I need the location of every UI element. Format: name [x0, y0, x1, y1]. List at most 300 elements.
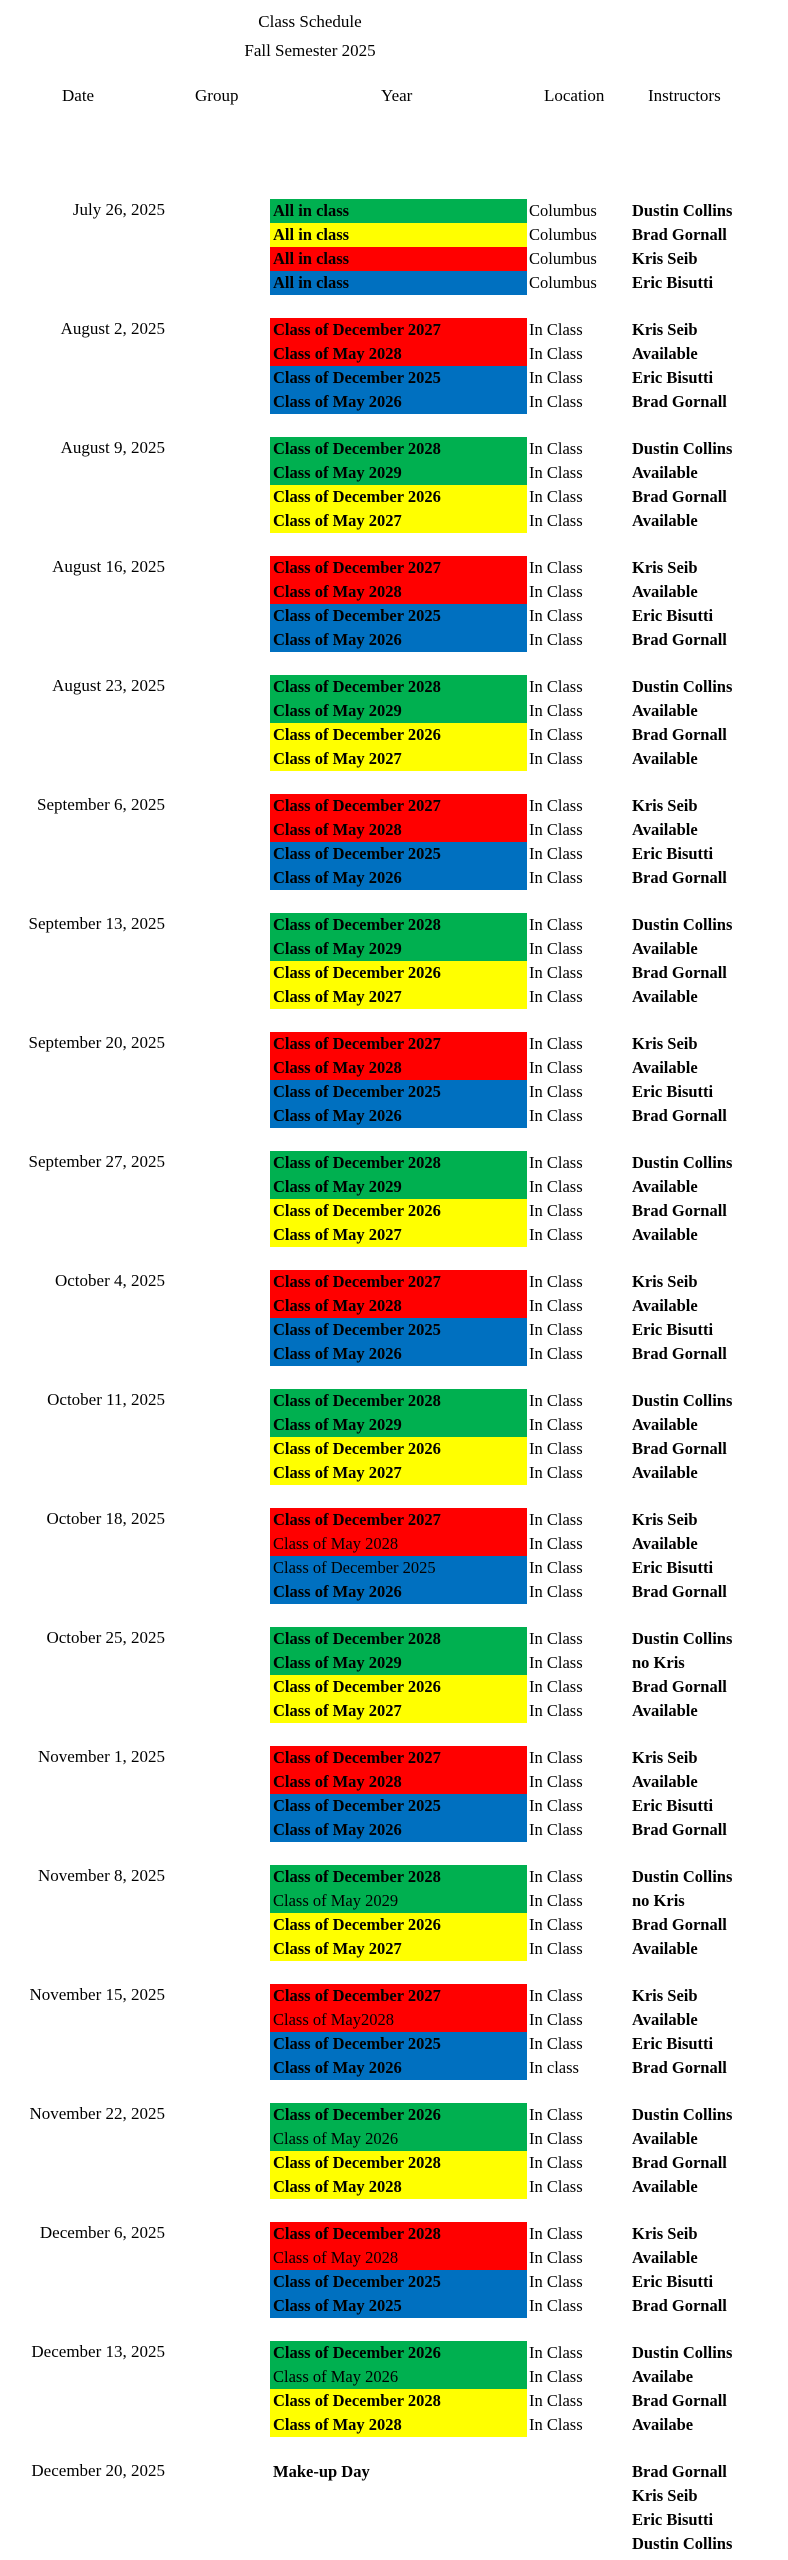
instructor-cell: Available: [632, 820, 698, 839]
location-cell: In Class: [529, 2367, 583, 2386]
location-cell: In Class: [529, 1415, 583, 1434]
schedule-row: [0, 390, 788, 414]
instructor-cell: Eric Bisutti: [632, 1082, 714, 1101]
location-cell: In Class: [529, 1534, 583, 1553]
instructor-cell: Eric Bisutti: [632, 2510, 714, 2529]
location-cell: In Class: [529, 2391, 583, 2410]
instructor-cell: Available: [632, 1463, 698, 1482]
instructor-cell: Dustin Collins: [632, 1629, 733, 1648]
location-cell: In Class: [529, 511, 583, 530]
instructor-cell: Kris Seib: [632, 320, 698, 339]
schedule-row: [0, 913, 788, 937]
block-date: October 11, 2025: [47, 1390, 165, 1409]
instructor-cell: Kris Seib: [632, 2224, 698, 2243]
location-cell: In Class: [529, 487, 583, 506]
instructor-cell: Brad Gornall: [632, 1915, 727, 1934]
year-cell: Class of December 2027: [270, 1746, 527, 1770]
instructor-cell: Dustin Collins: [632, 439, 733, 458]
location-cell: In Class: [529, 1320, 583, 1339]
location-cell: In Class: [529, 368, 583, 387]
instructor-cell: Dustin Collins: [632, 1153, 733, 1172]
location-cell: In Class: [529, 1225, 583, 1244]
year-cell: Class of December 2028: [270, 913, 527, 937]
instructor-cell: Brad Gornall: [632, 1677, 727, 1696]
instructor-cell: Available: [632, 749, 698, 768]
location-cell: In Class: [529, 2415, 583, 2434]
instructor-cell: Dustin Collins: [632, 2534, 733, 2553]
instructor-cell: Brad Gornall: [632, 2296, 727, 2315]
schedule-row: [0, 556, 788, 580]
location-cell: In Class: [529, 1463, 583, 1482]
schedule-block: [0, 1151, 788, 1247]
schedule-row: [0, 342, 788, 366]
schedule-block: [0, 675, 788, 771]
schedule-block: [0, 2341, 788, 2437]
year-cell: Class of May 2025: [270, 2294, 527, 2318]
schedule-row: [0, 1318, 788, 1342]
year-cell: Class of May 2026: [270, 2127, 527, 2151]
location-cell: In Class: [529, 1106, 583, 1125]
year-cell: Class of May 2027: [270, 985, 527, 1009]
location-cell: In Class: [529, 1344, 583, 1363]
location-cell: In Class: [529, 868, 583, 887]
schedule-row: [0, 1746, 788, 1770]
year-cell: Class of December 2028: [270, 1389, 527, 1413]
location-cell: In Class: [529, 1153, 583, 1172]
schedule-row: [0, 1389, 788, 1413]
schedule-block: [0, 1746, 788, 1842]
header-date: Date: [62, 86, 95, 105]
schedule-row: [0, 1580, 788, 1604]
instructor-cell: Dustin Collins: [632, 1391, 733, 1410]
year-cell: Class of December 2028: [270, 675, 527, 699]
instructor-cell: Brad Gornall: [632, 225, 727, 244]
schedule-row: [0, 509, 788, 533]
schedule-row: [0, 2056, 788, 2080]
schedule-row: [0, 580, 788, 604]
schedule-row: [0, 2508, 788, 2532]
instructor-cell: Available: [632, 1534, 698, 1553]
schedule-row: [0, 2103, 788, 2127]
year-cell: All in class: [270, 271, 527, 295]
schedule-row: [0, 1056, 788, 1080]
location-cell: In Class: [529, 1082, 583, 1101]
year-cell: Class of May 2026: [270, 1104, 527, 1128]
instructor-cell: Eric Bisutti: [632, 2272, 714, 2291]
year-cell: Class of May 2028: [270, 818, 527, 842]
schedule-row: [0, 366, 788, 390]
instructor-cell: Brad Gornall: [632, 2058, 727, 2077]
location-cell: In Class: [529, 1391, 583, 1410]
header-location: Location: [544, 86, 605, 105]
schedule-row: [0, 1461, 788, 1485]
year-cell: Class of May 2027: [270, 509, 527, 533]
year-cell: Class of May 2029: [270, 699, 527, 723]
year-cell: Class of May 2029: [270, 1651, 527, 1675]
instructor-cell: Brad Gornall: [632, 2153, 727, 2172]
instructor-cell: no Kris: [632, 1891, 685, 1910]
header-instructors: Instructors: [648, 86, 721, 105]
location-cell: In Class: [529, 2272, 583, 2291]
page-subtitle: Fall Semester 2025: [244, 41, 376, 60]
instructor-cell: Brad Gornall: [632, 2462, 727, 2481]
block-date: August 23, 2025: [52, 676, 165, 695]
instructor-cell: Eric Bisutti: [632, 1558, 714, 1577]
location-cell: Columbus: [529, 273, 597, 292]
schedule-block: [0, 318, 788, 414]
schedule-block: [0, 1627, 788, 1723]
year-cell: Class of May 2026: [270, 1818, 527, 1842]
schedule-row: [0, 1794, 788, 1818]
block-date: September 27, 2025: [28, 1152, 165, 1171]
schedule-row: [0, 747, 788, 771]
year-cell: Class of December 2026: [270, 723, 527, 747]
instructor-cell: Availabe: [632, 2415, 694, 2434]
location-cell: In Class: [529, 725, 583, 744]
schedule-row: [0, 699, 788, 723]
year-cell: [270, 2508, 527, 2532]
schedule-block: [0, 1032, 788, 1128]
year-cell: Class of December 2027: [270, 318, 527, 342]
schedule-row: [0, 604, 788, 628]
instructor-cell: Eric Bisutti: [632, 844, 714, 863]
instructor-cell: Brad Gornall: [632, 868, 727, 887]
schedule-row: [0, 1175, 788, 1199]
schedule-row: [0, 1032, 788, 1056]
schedule-row: [0, 2294, 788, 2318]
instructor-cell: Kris Seib: [632, 1034, 698, 1053]
instructor-cell: Kris Seib: [632, 1510, 698, 1529]
schedule-row: [0, 2032, 788, 2056]
location-cell: In Class: [529, 2105, 583, 2124]
block-date: August 2, 2025: [60, 319, 165, 338]
page-title: Class Schedule: [258, 12, 362, 31]
year-cell: Class of May 2026: [270, 390, 527, 414]
instructor-cell: Brad Gornall: [632, 1106, 727, 1125]
instructor-cell: Available: [632, 344, 698, 363]
schedule-block: [0, 913, 788, 1009]
year-cell: Class of December 2025: [270, 1080, 527, 1104]
year-cell: Class of May 2029: [270, 937, 527, 961]
schedule-row: [0, 318, 788, 342]
schedule-row: [0, 271, 788, 295]
location-cell: In Class: [529, 439, 583, 458]
header-year: Year: [381, 86, 413, 105]
schedule-row: [0, 2127, 788, 2151]
location-cell: In Class: [529, 344, 583, 363]
year-cell: Class of May 2029: [270, 461, 527, 485]
instructor-cell: Available: [632, 2010, 698, 2029]
location-cell: In Class: [529, 939, 583, 958]
location-cell: In Class: [529, 677, 583, 696]
instructor-cell: Brad Gornall: [632, 630, 727, 649]
instructor-cell: Availabe: [632, 2367, 694, 2386]
year-cell: Make-up Day: [273, 2462, 370, 2481]
year-cell: Class of May 2028: [270, 1770, 527, 1794]
schedule-row: [0, 937, 788, 961]
schedule-row: [0, 1675, 788, 1699]
block-date: August 16, 2025: [52, 557, 165, 576]
year-cell: Class of May 2026: [270, 2056, 527, 2080]
year-cell: Class of December 2027: [270, 1270, 527, 1294]
year-cell: Class of December 2025: [270, 1794, 527, 1818]
schedule-row: [0, 2008, 788, 2032]
schedule-row: [0, 675, 788, 699]
location-cell: In Class: [529, 1510, 583, 1529]
location-cell: In Class: [529, 1558, 583, 1577]
location-cell: In Class: [529, 320, 583, 339]
year-cell: Class of December 2025: [270, 1556, 527, 1580]
location-cell: In Class: [529, 558, 583, 577]
location-cell: In Class: [529, 1986, 583, 2005]
instructor-cell: Available: [632, 1296, 698, 1315]
instructor-cell: no Kris: [632, 1653, 685, 1672]
block-date: December 6, 2025: [39, 2223, 165, 2242]
year-cell: All in class: [270, 223, 527, 247]
instructor-cell: Available: [632, 2129, 698, 2148]
location-cell: In Class: [529, 1748, 583, 1767]
year-cell: Class of May2028: [270, 2008, 527, 2032]
schedule-row: [0, 794, 788, 818]
schedule-row: [0, 1532, 788, 1556]
instructor-cell: Available: [632, 2177, 698, 2196]
instructor-cell: Available: [632, 2248, 698, 2267]
year-cell: [270, 2484, 527, 2508]
block-date: September 13, 2025: [28, 914, 165, 933]
schedule-row: [0, 1437, 788, 1461]
schedule-row: [0, 2270, 788, 2294]
instructor-cell: Brad Gornall: [632, 2391, 727, 2410]
location-cell: In Class: [529, 2177, 583, 2196]
schedule-row: [0, 2389, 788, 2413]
block-date: November 22, 2025: [29, 2104, 165, 2123]
year-cell: Class of December 2025: [270, 2270, 527, 2294]
block-date: September 20, 2025: [28, 1033, 165, 1052]
location-cell: In Class: [529, 1701, 583, 1720]
instructor-cell: Dustin Collins: [632, 2343, 733, 2362]
instructor-cell: Available: [632, 1415, 698, 1434]
instructor-cell: Available: [632, 463, 698, 482]
block-date: November 1, 2025: [37, 1747, 165, 1766]
header-group: Group: [195, 86, 239, 105]
year-cell: Class of May 2027: [270, 1223, 527, 1247]
instructor-cell: Eric Bisutti: [632, 606, 714, 625]
schedule-block: [0, 2103, 788, 2199]
instructor-cell: Available: [632, 511, 698, 530]
instructor-cell: Eric Bisutti: [632, 273, 714, 292]
year-cell: Class of December 2028: [270, 437, 527, 461]
instructor-cell: Brad Gornall: [632, 1344, 727, 1363]
instructor-cell: Dustin Collins: [632, 677, 733, 696]
location-cell: In Class: [529, 1177, 583, 1196]
year-cell: Class of December 2028: [270, 1865, 527, 1889]
year-cell: Class of May 2029: [270, 1413, 527, 1437]
year-cell: Class of December 2028: [270, 1627, 527, 1651]
instructor-cell: Kris Seib: [632, 558, 698, 577]
schedule-block: [0, 2460, 788, 2556]
location-cell: In Class: [529, 844, 583, 863]
schedule-row: [0, 199, 788, 223]
location-cell: In Class: [529, 606, 583, 625]
schedule-block: [0, 1865, 788, 1961]
schedule-row: [0, 1865, 788, 1889]
schedule-row: [0, 1937, 788, 1961]
year-cell: Class of May 2027: [270, 747, 527, 771]
location-cell: In Class: [529, 392, 583, 411]
block-date: August 9, 2025: [60, 438, 165, 457]
year-cell: Class of December 2027: [270, 1984, 527, 2008]
location-cell: In Class: [529, 2248, 583, 2267]
instructor-cell: Available: [632, 1701, 698, 1720]
instructor-cell: Eric Bisutti: [632, 1320, 714, 1339]
schedule-row: [0, 2222, 788, 2246]
location-cell: In Class: [529, 630, 583, 649]
instructor-cell: Eric Bisutti: [632, 1796, 714, 1815]
location-cell: In Class: [529, 1915, 583, 1934]
location-cell: In Class: [529, 2343, 583, 2362]
year-cell: Class of December 2026: [270, 2341, 527, 2365]
location-cell: In Class: [529, 820, 583, 839]
instructor-cell: Available: [632, 987, 698, 1006]
year-cell: Class of May 2028: [270, 1532, 527, 1556]
location-cell: In Class: [529, 1820, 583, 1839]
year-cell: Class of May 2029: [270, 1175, 527, 1199]
schedule-row: [0, 2365, 788, 2389]
instructor-cell: Available: [632, 1939, 698, 1958]
location-cell: In Class: [529, 1272, 583, 1291]
schedule-row: [0, 866, 788, 890]
year-cell: Class of December 2025: [270, 366, 527, 390]
location-cell: In Class: [529, 701, 583, 720]
instructor-cell: Dustin Collins: [632, 201, 733, 220]
instructor-cell: Kris Seib: [632, 1748, 698, 1767]
location-cell: Columbus: [529, 225, 597, 244]
schedule-row: [0, 1413, 788, 1437]
year-cell: Class of December 2026: [270, 1675, 527, 1699]
schedule-row: [0, 1151, 788, 1175]
schedule-row: [0, 818, 788, 842]
year-cell: Class of December 2027: [270, 1032, 527, 1056]
location-cell: In Class: [529, 796, 583, 815]
location-cell: In Class: [529, 1939, 583, 1958]
instructor-cell: Available: [632, 939, 698, 958]
year-cell: Class of May 2027: [270, 1461, 527, 1485]
instructor-cell: Brad Gornall: [632, 963, 727, 982]
schedule-block: [0, 794, 788, 890]
year-cell: Class of December 2027: [270, 556, 527, 580]
schedule-block: [0, 2222, 788, 2318]
location-cell: In Class: [529, 2129, 583, 2148]
location-cell: In Class: [529, 2224, 583, 2243]
instructor-cell: Available: [632, 1177, 698, 1196]
instructor-cell: Kris Seib: [632, 1986, 698, 2005]
year-cell: Class of December 2026: [270, 1437, 527, 1461]
year-cell: Class of May 2029: [270, 1889, 527, 1913]
instructor-cell: Available: [632, 1058, 698, 1077]
block-date: October 4, 2025: [54, 1271, 165, 1290]
schedule-row: [0, 1556, 788, 1580]
year-cell: Class of May 2028: [270, 1294, 527, 1318]
instructor-cell: Brad Gornall: [632, 1582, 727, 1601]
year-cell: Class of December 2025: [270, 604, 527, 628]
schedule-row: [0, 1770, 788, 1794]
schedule-row: [0, 961, 788, 985]
location-cell: In class: [529, 2058, 579, 2077]
block-date: December 13, 2025: [31, 2342, 165, 2361]
year-cell: Class of December 2026: [270, 2103, 527, 2127]
location-cell: In Class: [529, 749, 583, 768]
year-cell: Class of December 2026: [270, 1913, 527, 1937]
instructor-cell: Available: [632, 1225, 698, 1244]
location-cell: In Class: [529, 2034, 583, 2053]
block-date: October 25, 2025: [46, 1628, 165, 1647]
location-cell: In Class: [529, 1653, 583, 1672]
schedule-row: [0, 1984, 788, 2008]
location-cell: Columbus: [529, 249, 597, 268]
location-cell: In Class: [529, 987, 583, 1006]
schedule-row: [0, 628, 788, 652]
year-cell: Class of December 2025: [270, 1318, 527, 1342]
schedule-row: [0, 1223, 788, 1247]
location-cell: Columbus: [529, 201, 597, 220]
schedule-row: [0, 1913, 788, 1937]
year-cell: Class of December 2025: [270, 2032, 527, 2056]
location-cell: In Class: [529, 1629, 583, 1648]
year-cell: Class of May 2026: [270, 1342, 527, 1366]
year-cell: Class of December 2027: [270, 794, 527, 818]
block-date: September 6, 2025: [37, 795, 165, 814]
year-cell: All in class: [270, 247, 527, 271]
schedule-block: [0, 556, 788, 652]
location-cell: In Class: [529, 1772, 583, 1791]
block-date: July 26, 2025: [72, 200, 165, 219]
year-cell: Class of December 2028: [270, 2389, 527, 2413]
instructor-cell: Brad Gornall: [632, 487, 727, 506]
schedule-row: [0, 485, 788, 509]
schedule-row: [0, 1270, 788, 1294]
schedule-row: [0, 223, 788, 247]
instructor-cell: Kris Seib: [632, 796, 698, 815]
schedule-block: [0, 199, 788, 295]
instructor-cell: Brad Gornall: [632, 392, 727, 411]
schedule-row: [0, 1627, 788, 1651]
schedule-row: [0, 1294, 788, 1318]
schedule-row: [0, 2341, 788, 2365]
year-cell: Class of May 2026: [270, 2365, 527, 2389]
location-cell: In Class: [529, 2010, 583, 2029]
schedule-row: [0, 1104, 788, 1128]
instructor-cell: Dustin Collins: [632, 2105, 733, 2124]
schedule-block: [0, 1508, 788, 1604]
year-cell: Class of December 2028: [270, 2222, 527, 2246]
year-cell: Class of May 2027: [270, 1937, 527, 1961]
schedule-row: [0, 2460, 788, 2484]
year-cell: Class of May 2028: [270, 1056, 527, 1080]
location-cell: In Class: [529, 1058, 583, 1077]
schedule-row: [0, 1508, 788, 1532]
schedule-row: [0, 2246, 788, 2270]
block-date: November 15, 2025: [29, 1985, 165, 2004]
schedule-row: [0, 247, 788, 271]
schedule-row: [0, 2484, 788, 2508]
location-cell: In Class: [529, 963, 583, 982]
year-cell: Class of May 2026: [270, 628, 527, 652]
instructor-cell: Eric Bisutti: [632, 368, 714, 387]
location-cell: In Class: [529, 2296, 583, 2315]
schedule-row: [0, 437, 788, 461]
year-cell: Class of May 2026: [270, 866, 527, 890]
year-cell: Class of May 2027: [270, 1699, 527, 1723]
